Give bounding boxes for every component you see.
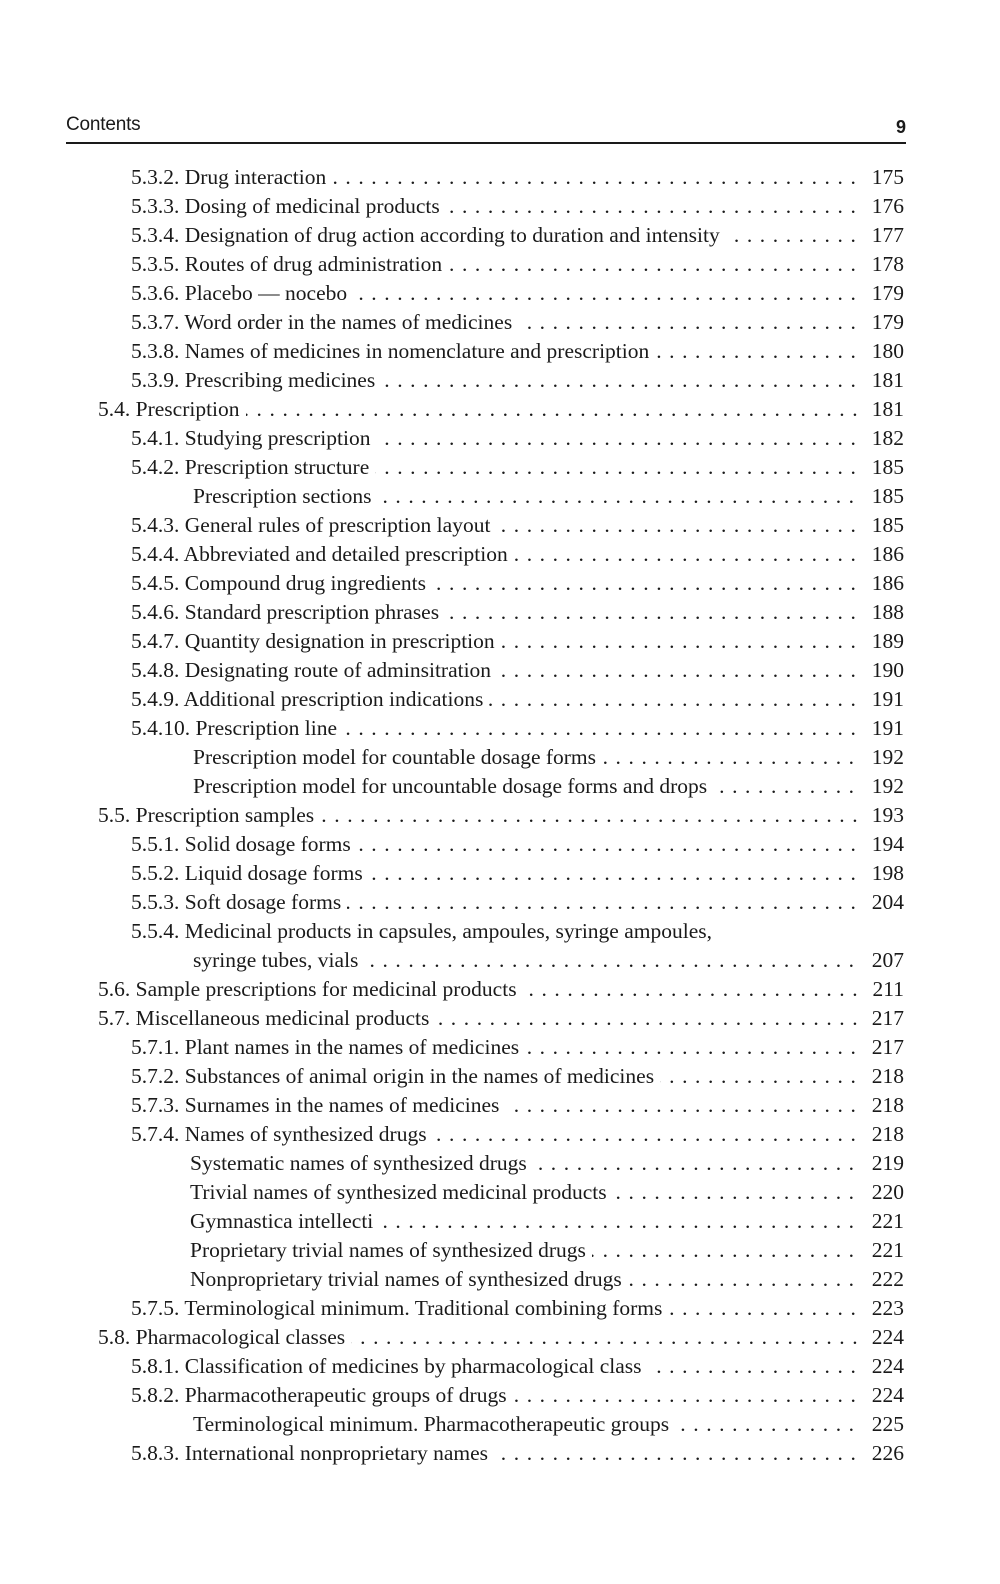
toc-entry-title: 5.8.3. International nonproprietary names xyxy=(131,1439,494,1468)
toc-entry xyxy=(0,888,1000,917)
toc-entry xyxy=(0,1294,1000,1323)
toc-entry xyxy=(0,221,1000,250)
toc-entry-title: 5.7.4. Names of synthesized drugs xyxy=(131,1120,433,1149)
toc-entry-title: 5.3.9. Prescribing medicines xyxy=(131,366,381,395)
toc-entry-title: 5.4.1. Studying prescription xyxy=(131,424,376,453)
toc-entry-title: Prescription model for uncountable dosage forms and drops xyxy=(193,772,713,801)
toc-entry xyxy=(0,424,1000,453)
running-header xyxy=(66,112,906,144)
toc-entry xyxy=(0,308,1000,337)
toc-entry-page: 186 xyxy=(864,540,904,569)
toc-entry-title: 5.3.7. Word order in the names of medicines xyxy=(131,308,518,337)
toc-entry-title: Trivial names of synthesized medicinal products xyxy=(190,1178,613,1207)
toc-subentry xyxy=(0,1149,1000,1178)
toc-entry-title: 5.3.4. Designation of drug action according to duration and intensity xyxy=(131,221,726,250)
toc-entry-page: 218 xyxy=(864,1091,904,1120)
toc-entry-title: 5.3.3. Dosing of medicinal products xyxy=(131,192,446,221)
toc-entry-page: 224 xyxy=(864,1381,904,1410)
toc-entry-page: 218 xyxy=(864,1120,904,1149)
toc-entry-page: 194 xyxy=(864,830,904,859)
toc-entry-title: 5.5.3. Soft dosage forms xyxy=(131,888,347,917)
toc-entry-page: 191 xyxy=(864,685,904,714)
toc-entry-title: 5.7. Miscellaneous medicinal products xyxy=(98,1004,435,1033)
toc-entry-page: 175 xyxy=(864,163,904,192)
toc-entry-title: 5.8. Pharmacological classes xyxy=(98,1323,351,1352)
toc-entry-page: 177 xyxy=(864,221,904,250)
toc-entry xyxy=(0,192,1000,221)
toc-entry-title: Prescription model for countable dosage forms xyxy=(193,743,602,772)
toc-subentry xyxy=(0,1236,1000,1265)
toc-entry-page: 179 xyxy=(864,308,904,337)
toc-entry-page: 182 xyxy=(864,424,904,453)
toc-entry xyxy=(0,1091,1000,1120)
toc-entry xyxy=(0,685,1000,714)
toc-entry-page: 185 xyxy=(864,511,904,540)
toc-entry-page: 185 xyxy=(864,453,904,482)
toc-entry-title: 5.3.5. Routes of drug administration xyxy=(131,250,448,279)
running-header-title: Contents xyxy=(66,114,141,135)
toc-entry xyxy=(0,1062,1000,1091)
toc-entry-title: Systematic names of synthesized drugs xyxy=(190,1149,533,1178)
toc-entry-page: 223 xyxy=(864,1294,904,1323)
toc-entry xyxy=(0,250,1000,279)
toc-entry xyxy=(0,540,1000,569)
toc-entry-title: 5.4.7. Quantity designation in prescription xyxy=(131,627,501,656)
toc-subentry xyxy=(0,1178,1000,1207)
toc-entry-page: 193 xyxy=(864,801,904,830)
toc-entry xyxy=(0,1381,1000,1410)
leader-dots xyxy=(140,395,862,424)
toc-entry-page: 188 xyxy=(864,598,904,627)
toc-entry-page: 181 xyxy=(864,366,904,395)
toc-entry-title: 5.7.5. Terminological minimum. Traditional combining forms xyxy=(131,1294,668,1323)
toc-entry-title: Gymnastica intellecti xyxy=(190,1207,379,1236)
toc-entry-title: 5.4.3. General rules of prescription layout xyxy=(131,511,496,540)
toc-entry-page: 217 xyxy=(864,1033,904,1062)
toc-section xyxy=(0,975,1000,1004)
toc-entry-title: Prescription sections xyxy=(193,482,378,511)
toc-entry-page: 192 xyxy=(864,743,904,772)
toc-entry-title: Terminological minimum. Pharmacotherapeutic groups xyxy=(193,1410,675,1439)
toc-entry-title: 5.4.5. Compound drug ingredients xyxy=(131,569,432,598)
toc-entry-page: 226 xyxy=(864,1439,904,1468)
toc-entry-page: 178 xyxy=(864,250,904,279)
toc-entry-page: 176 xyxy=(864,192,904,221)
toc-entry-page: 222 xyxy=(864,1265,904,1294)
toc-subentry xyxy=(0,482,1000,511)
toc-entry xyxy=(0,279,1000,308)
toc-entry-title: 5.7.1. Plant names in the names of medicines xyxy=(131,1033,525,1062)
toc-entry-page: 179 xyxy=(864,279,904,308)
toc-entry-title: 5.3.2. Drug interaction xyxy=(131,163,332,192)
toc-entry-title: 5.8.2. Pharmacotherapeutic groups of drugs xyxy=(131,1381,513,1410)
toc-entry-page: 180 xyxy=(864,337,904,366)
toc-entry-title: Proprietary trivial names of synthesized drugs xyxy=(190,1236,592,1265)
toc-entry-page: 221 xyxy=(864,1207,904,1236)
toc-entry-page: 207 xyxy=(864,946,904,975)
toc-entry-title: 5.4.10. Prescription line xyxy=(131,714,343,743)
toc-entry-title: 5.6. Sample prescriptions for medicinal products xyxy=(98,975,523,1004)
toc-subentry xyxy=(0,1410,1000,1439)
toc-entry xyxy=(0,598,1000,627)
toc-entry-title: 5.4.8. Designating route of adminsitration xyxy=(131,656,497,685)
toc-entry-title: 5.4.9. Additional prescription indications xyxy=(131,685,489,714)
toc-entry xyxy=(0,1439,1000,1468)
toc-subentry xyxy=(0,743,1000,772)
toc-entry-page: 219 xyxy=(864,1149,904,1178)
toc-entry-page: 204 xyxy=(864,888,904,917)
toc-entry xyxy=(0,511,1000,540)
toc-entry xyxy=(0,366,1000,395)
toc-entry-page: 192 xyxy=(864,772,904,801)
toc-section xyxy=(0,1323,1000,1352)
toc-entry-page: 221 xyxy=(864,1236,904,1265)
toc-entry-title: 5.4.6. Standard prescription phrases xyxy=(131,598,445,627)
toc-entry-title: 5.5. Prescription samples xyxy=(98,801,320,830)
toc-entry-page: 225 xyxy=(864,1410,904,1439)
toc-entry-title: Nonproprietary trivial names of synthesized drugs xyxy=(190,1265,628,1294)
toc-entry xyxy=(0,627,1000,656)
toc-entry-title: 5.3.6. Placebo — nocebo xyxy=(131,279,353,308)
toc-section xyxy=(0,801,1000,830)
toc-entry-title: 5.4. Prescription xyxy=(98,395,246,424)
toc-entry-page: 224 xyxy=(864,1323,904,1352)
toc-entry xyxy=(0,1352,1000,1381)
running-header-page-number: 9 xyxy=(895,117,906,137)
toc-entry-page: 191 xyxy=(864,714,904,743)
toc-entry xyxy=(0,1120,1000,1149)
toc-entry-title: 5.8.1. Classification of medicines by pharmacological class xyxy=(131,1352,648,1381)
toc-subentry xyxy=(0,1207,1000,1236)
toc-section xyxy=(0,395,1000,424)
toc-section xyxy=(0,1004,1000,1033)
toc-entry-page: 198 xyxy=(864,859,904,888)
toc-entry xyxy=(0,917,1000,946)
toc-entry-title: 5.4.4. Abbreviated and detailed prescription xyxy=(131,540,514,569)
toc-entry-title: 5.5.2. Liquid dosage forms xyxy=(131,859,369,888)
toc-entry-page: 224 xyxy=(864,1352,904,1381)
toc-entry-continuation xyxy=(0,946,1000,975)
toc-entry xyxy=(0,859,1000,888)
toc-entry xyxy=(0,830,1000,859)
toc-entry-page: 185 xyxy=(864,482,904,511)
toc-entry-title: syringe tubes, vials xyxy=(193,946,364,975)
toc-entry-page: 186 xyxy=(864,569,904,598)
toc-entry-page: 181 xyxy=(864,395,904,424)
toc-entry-title: 5.3.8. Names of medicines in nomenclature and prescription xyxy=(131,337,655,366)
toc-entry-page: 190 xyxy=(864,656,904,685)
toc-entry-page: 218 xyxy=(864,1062,904,1091)
toc-entry xyxy=(0,453,1000,482)
toc-entry-title: 5.7.2. Substances of animal origin in the names of medicines xyxy=(131,1062,660,1091)
toc-entry xyxy=(0,163,1000,192)
toc-entry-title: 5.7.3. Surnames in the names of medicines xyxy=(131,1091,505,1120)
toc-entry-title: 5.5.4. Medicinal products in capsules, ampoules, syringe ampoules, xyxy=(131,917,718,946)
toc-entry xyxy=(0,337,1000,366)
toc-entry-page: 189 xyxy=(864,627,904,656)
toc-entry-page: 217 xyxy=(864,1004,904,1033)
toc-entry-page: 211 xyxy=(864,975,904,1004)
toc-entry-page: 220 xyxy=(864,1178,904,1207)
toc-subentry xyxy=(0,772,1000,801)
toc-entry xyxy=(0,569,1000,598)
table-of-contents xyxy=(0,163,1000,1468)
toc-entry xyxy=(0,1033,1000,1062)
toc-entry xyxy=(0,714,1000,743)
toc-entry-title: 5.5.1. Solid dosage forms xyxy=(131,830,357,859)
toc-entry-title: 5.4.2. Prescription structure xyxy=(131,453,375,482)
toc-entry xyxy=(0,656,1000,685)
toc-subentry xyxy=(0,1265,1000,1294)
